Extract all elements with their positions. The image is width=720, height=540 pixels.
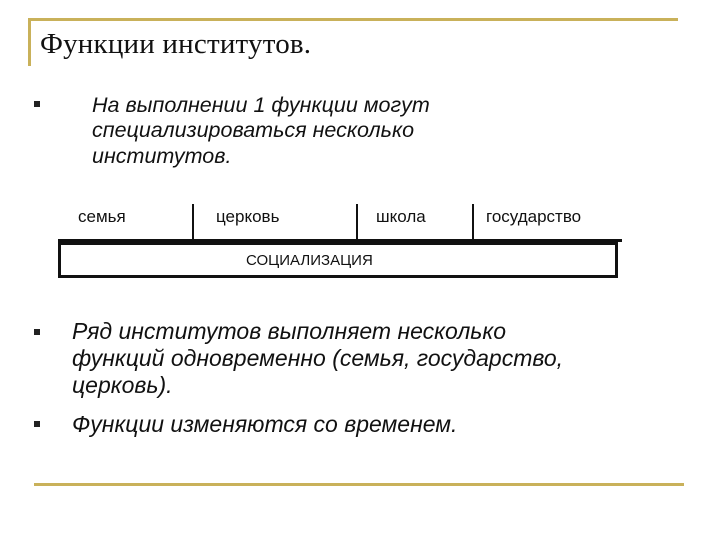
frame-top-line: [28, 18, 678, 21]
divider-2: [356, 204, 358, 239]
bullet-3-line-1: Функции изменяются со временем.: [72, 411, 458, 437]
bullet-2-line-3: церковь).: [72, 372, 173, 399]
bullet-text-3: [72, 411, 457, 438]
bullet-text-1: [70, 93, 430, 169]
institutions-diagram: [58, 196, 622, 278]
bullet-text-2: [72, 318, 563, 399]
institution-church: церковь: [216, 207, 280, 226]
socialization-label: СОЦИАЛИЗАЦИЯ: [246, 252, 373, 269]
institution-state: государство: [486, 207, 582, 226]
bullet-1-line-1: На выполнении 1 функции могут: [92, 93, 430, 117]
bullet-1-line-3: институтов.: [92, 143, 232, 168]
bullet-1-line-2: специализироваться несколько: [92, 118, 415, 143]
frame-left-line: [28, 18, 31, 66]
bullet-marker-2: [34, 329, 40, 335]
frame-bottom-line: [34, 483, 684, 486]
divider-1: [192, 204, 194, 239]
slide-title: Функции институтов.: [40, 28, 312, 60]
divider-3: [472, 204, 474, 239]
bullet-2-line-2: функций одновременно (семья, государство,: [72, 345, 564, 372]
institution-school: школа: [376, 207, 426, 226]
bullet-2-line-1: Ряд институтов выполняет несколько: [72, 318, 507, 344]
bullet-marker-3: [34, 421, 40, 427]
bullet-marker-1: [34, 101, 40, 107]
institution-family: семья: [78, 207, 126, 226]
